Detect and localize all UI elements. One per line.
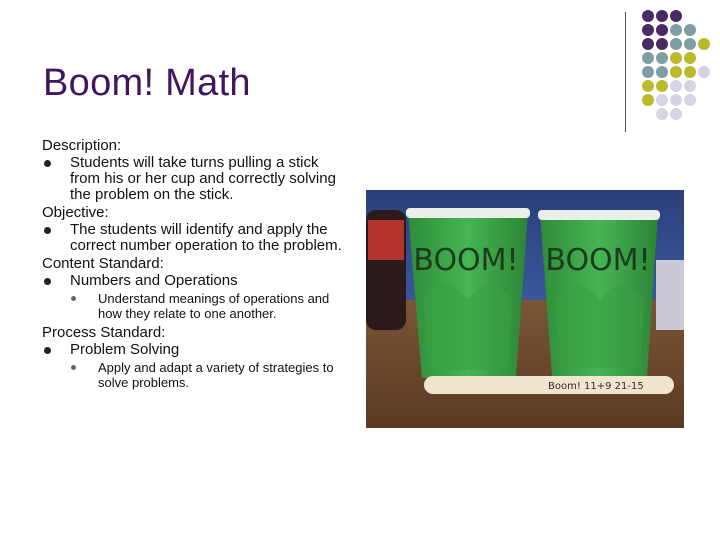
list-item	[42, 222, 352, 254]
objective-text: The students will identify and apply the correct number operation to the problem.	[70, 221, 342, 254]
process-standard-item: Problem Solving	[70, 341, 180, 358]
boom-cups-photo	[366, 190, 684, 428]
content-standard-item: Numbers and Operations	[70, 272, 238, 289]
sub-list-item	[42, 291, 352, 321]
list-item	[42, 155, 352, 203]
description-text: Students will take turns pulling a stick from his or her cup and correctly solving the problem on the stick.	[70, 154, 336, 203]
bullet-icon	[44, 160, 51, 167]
photo-illustration	[366, 190, 684, 428]
papers	[656, 260, 684, 330]
list-item	[42, 273, 352, 289]
bullet-icon	[44, 278, 51, 285]
sub-bullet-icon	[71, 365, 76, 370]
stick-label: Boom! 11+9 21-15	[548, 381, 644, 392]
left-cup-label: BOOM!	[413, 243, 519, 278]
content-standard-sub: Understand meanings of operations and how they relate to one another.	[98, 291, 330, 321]
right-cup-label: BOOM!	[545, 243, 651, 278]
process-standard-sub: Apply and adapt a variety of strategies to solve problems.	[98, 360, 334, 390]
slide-title: Boom! Math	[43, 62, 251, 104]
divider-line	[625, 12, 626, 132]
description-label: Description:	[42, 137, 122, 154]
list-item	[42, 342, 352, 358]
bullet-icon	[44, 347, 51, 354]
bullet-icon	[44, 227, 51, 234]
decorative-dot-grid	[640, 10, 712, 120]
slide-body	[42, 138, 352, 394]
content-standard-label: Content Standard:	[42, 255, 164, 272]
objective-label: Objective:	[42, 204, 109, 221]
process-standard-label: Process Standard:	[42, 324, 166, 341]
sub-list-item	[42, 360, 352, 390]
sub-bullet-icon	[71, 296, 76, 301]
